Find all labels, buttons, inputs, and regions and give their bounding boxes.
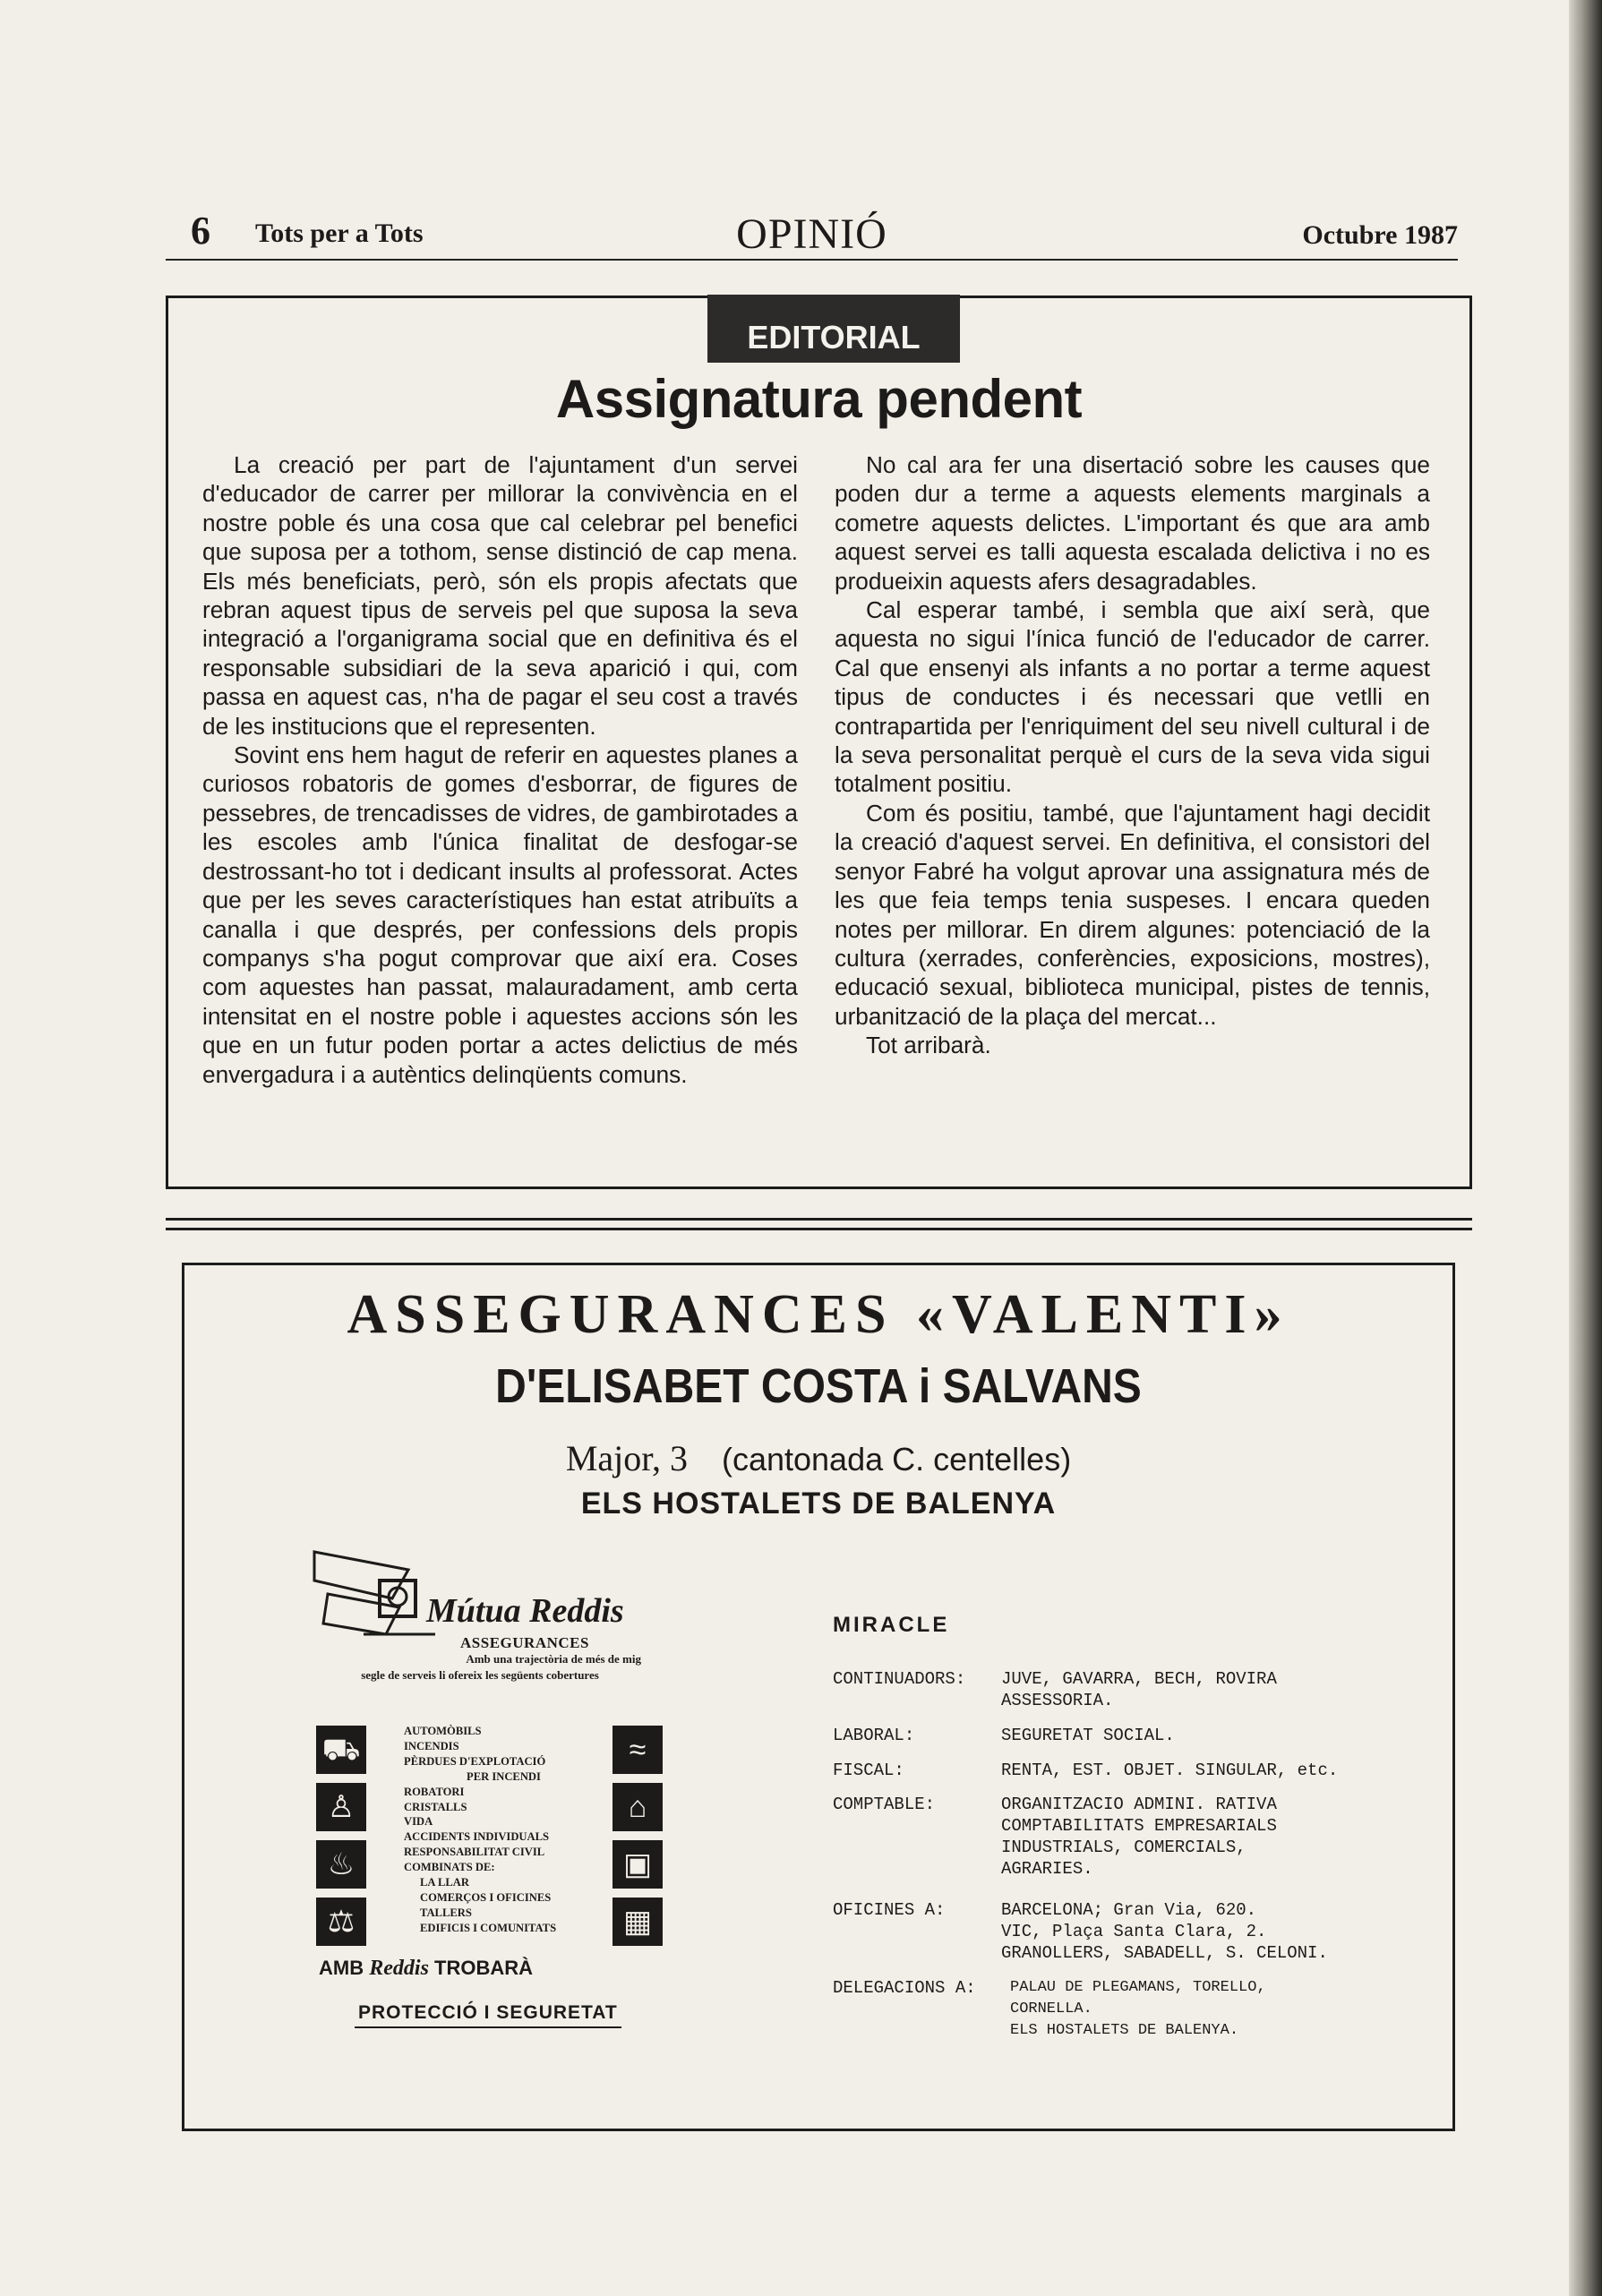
editorial-title: Assignatura pendent: [555, 369, 1083, 429]
coverage-list: [404, 1724, 583, 1936]
mutua-subname: ASSEGURANCES: [460, 1634, 589, 1651]
section-divider: [166, 1228, 1472, 1230]
page-header: [166, 208, 1458, 261]
building-icon: ▦: [613, 1898, 663, 1946]
insurance-advertisement: [182, 1263, 1455, 2131]
ad-slogan-underlined: PROTECCIÓ I SEGURETAT: [355, 2002, 621, 2028]
paragraph: Com és positiu, també, que l'ajuntament hagi decidit la creació d'aquest servei. En definitiva, el consistori del senyor Fabré ha volgut aprovar una assignatura més de les que feia temps tenia suspeses. I encara queden notes per millorar. En direm algunes: potenciació de la cultura (xerrades, conferències, exposicions, mostres), educació sexual, biblioteca municipal, pistes de tennis, urbanització de la plaça del mercat...: [835, 799, 1430, 1030]
service-value: COMPTABILITATS EMPRESARIALS: [1001, 1816, 1277, 1836]
gift-icon: ▣: [613, 1840, 663, 1889]
editorial-right-column: [835, 450, 1430, 1060]
service-value: GRANOLLERS, SABADELL, S. CELONI.: [1001, 1943, 1328, 1963]
service-label: OFICINES A:: [833, 1900, 946, 1920]
editorial-box: [166, 296, 1472, 1189]
coverage-item: ACCIDENTS INDIVIDUALS: [404, 1830, 550, 1844]
service-value: SEGURETAT SOCIAL.: [1001, 1726, 1175, 1745]
header-rule: [166, 259, 1458, 261]
coverage-item: VIDA: [404, 1815, 433, 1829]
mutua-name: Mútua Reddis: [426, 1592, 624, 1630]
service-label: LABORAL:: [833, 1726, 915, 1745]
editorial-left-column: [202, 450, 798, 1089]
ad-title: ASSEGURANCES «VALENTI»: [347, 1284, 1290, 1345]
fire-icon: ♨: [316, 1840, 366, 1889]
service-label: DELEGACIONS A:: [833, 1978, 976, 1998]
service-value: INDUSTRIALS, COMERCIALS,: [1001, 1838, 1246, 1857]
coverage-item: COMERÇOS I OFICINES: [420, 1890, 552, 1904]
ad-owner: D'ELISABET COSTA i SALVANS: [495, 1359, 1142, 1414]
coverage-item: CRISTALLS: [404, 1800, 467, 1813]
service-value: VIC, Plaça Santa Clara, 2.: [1001, 1922, 1267, 1941]
issue-date: Octubre 1987: [1302, 220, 1458, 250]
coverage-item: INCENDIS: [404, 1739, 459, 1752]
car-icon: ⛟: [316, 1726, 366, 1774]
paragraph: Sovint ens hem hagut de referir en aquestes planes a curiosos robatoris de gomes d'esborrar, de figures de pessebres, de trencadisses de vidres, de gambirotades a les escoles amb l'única finalitat de desfogar-se destrossant-ho tot i dedicant insults al professorat. Actes que per les seves característiques han estat atribuïts a canalla i que després, per confessions dels propis companys s'ha pogut comprovar que així era. Coses com aquestes han passat, malauradament, amb certa intensitat en el nostre poble i aquestes accions són les que en un futur poden portar a actes delictius de més envergadura i a autèntics delinqüents comuns.: [202, 741, 798, 1088]
mutua-tagline: Amb una trajectòria de més de mig: [466, 1652, 641, 1666]
service-value: JUVE, GAVARRA, BECH, ROVIRA: [1001, 1669, 1277, 1689]
section-divider: [166, 1218, 1472, 1221]
slogan-prefix: AMB: [319, 1957, 364, 1979]
coverage-item: LA LLAR: [420, 1876, 469, 1889]
miracle-heading: MIRACLE: [833, 1613, 950, 1637]
coverage-item: PER INCENDI: [467, 1769, 541, 1783]
coverage-item: RESPONSABILITAT CIVIL: [404, 1846, 545, 1859]
coverage-item: AUTOMÒBILS: [404, 1725, 482, 1737]
ad-slogan: [319, 1957, 533, 1981]
service-value: CORNELLA.: [1010, 2000, 1092, 2018]
page-number: 6: [191, 209, 210, 253]
water-icon: ≈: [613, 1726, 663, 1774]
mutua-tagline: segle de serveis li ofereix les següents cobertures: [361, 1668, 599, 1682]
coverage-item: PÈRDUES D'EXPLOTACIÓ: [404, 1754, 546, 1768]
paragraph: La creació per part de l'ajuntament d'un servei d'educador de carrer per millorar la convivència en el nostre poble és una cosa que cal celebrar pel benefici que suposa per a tothom, sense distinció de cap mena. Els més beneficiats, però, són els propis afectats que rebran aquest tipus de serveis pel que suposa la seva integració a l'organigrama social que en definitiva és el responsable subsidiari de la seva aparició i qui, com passa en aquest cas, n'ha de pagar el seu cost a través de les institucions que el representen.: [202, 451, 798, 740]
service-value: ORGANITZACIO ADMINI. RATIVA: [1001, 1795, 1277, 1814]
coverage-item: COMBINATS DE:: [404, 1861, 495, 1874]
service-value: RENTA, EST. OBJET. SINGULAR, etc.: [1001, 1761, 1339, 1780]
publication-name: Tots per a Tots: [255, 218, 424, 248]
ad-street: Major, 3: [565, 1438, 688, 1478]
slogan-brand: Reddis: [369, 1957, 429, 1980]
editorial-tag: EDITORIAL: [707, 295, 960, 363]
slogan-suffix: TROBARÀ: [434, 1957, 534, 1979]
house-icon: ⌂: [613, 1783, 663, 1831]
person-icon: ♙: [316, 1783, 366, 1831]
page-binding-edge: [1569, 0, 1602, 2296]
scales-icon: ⚖: [316, 1898, 366, 1946]
service-value: BARCELONA; Gran Via, 620.: [1001, 1900, 1257, 1920]
ad-town: ELS HOSTALETS DE BALENYA: [580, 1486, 1057, 1521]
paragraph: Cal esperar també, i sembla que així serà, que aquesta no sigui l'ínica funció de l'educador de carrer. Cal que ensenyi als infants a no portar a terme aquest tipus de conductes i és necessari que vetlli en contrapartida per l'enriquiment del seu nivell cultural i de la seva personalitat perquè el curs de la seva vida sigui totalment positiu.: [835, 596, 1430, 798]
ad-address: [184, 1437, 1452, 1479]
coverage-item: EDIFICIS I COMUNITATS: [420, 1921, 557, 1934]
service-label: CONTINUADORS:: [833, 1669, 966, 1689]
service-value: ELS HOSTALETS DE BALENYA.: [1010, 2022, 1239, 2039]
paragraph: No cal ara fer una disertació sobre les causes que poden dur a terme a aquests elements marginals a cometre aquests delictes. L'important és que ara amb aquest servei es talli aquesta escalada delictiva i no es produeixin aquests afers desagradables.: [835, 451, 1430, 595]
section-title: OPINIÓ: [736, 210, 887, 258]
mutua-reddis-logo-icon: [310, 1545, 444, 1643]
coverage-item: TALLERS: [420, 1906, 472, 1919]
service-value: ASSESSORIA.: [1001, 1691, 1114, 1710]
service-value: AGRARIES.: [1001, 1859, 1093, 1879]
paragraph: Tot arribarà.: [866, 1032, 991, 1059]
ad-address-note: (cantonada C. centelles): [721, 1441, 1072, 1478]
service-label: FISCAL:: [833, 1761, 904, 1780]
service-value: PALAU DE PLEGAMANS, TORELLO,: [1010, 1979, 1266, 1996]
coverage-item: ROBATORI: [404, 1785, 465, 1798]
service-label: COMPTABLE:: [833, 1795, 936, 1814]
